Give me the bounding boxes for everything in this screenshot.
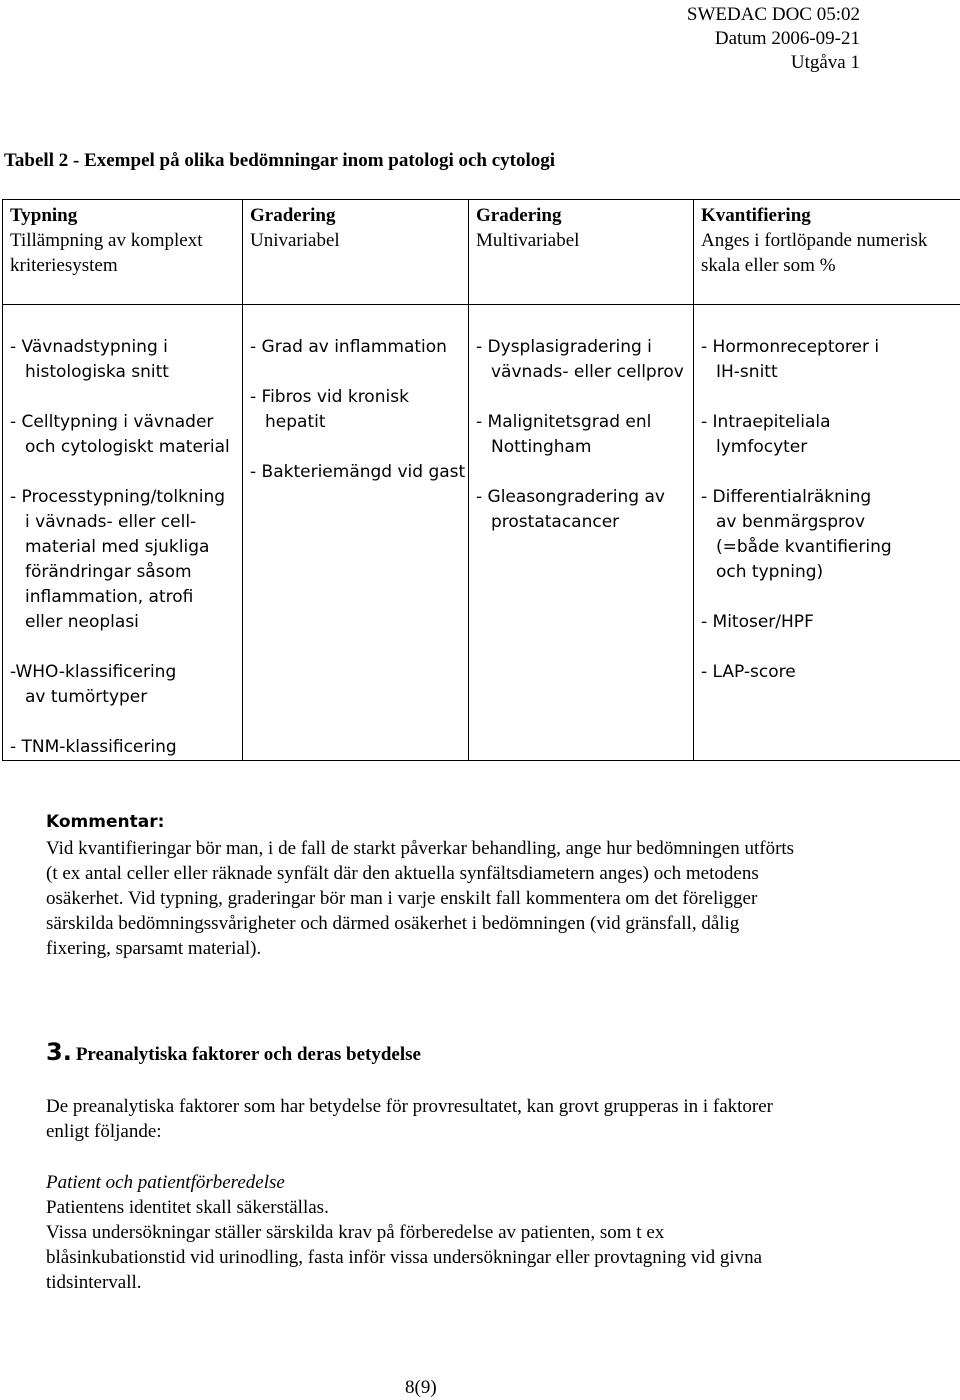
comment-label: Kommentar: [46, 810, 926, 835]
paragraph: Patientens identitet skall säkerställas. [46, 1195, 762, 1220]
cell-typning-examples [3, 305, 243, 761]
list-item: - Gleasongradering av prostatacancer [476, 485, 693, 535]
list-item: - Vävnadstypning i histologiska snitt [10, 335, 242, 385]
section-intro: De preanalytiska faktorer som har betydelse för provresultatet, kan grovt grupperas in i faktorer enligt följande: [46, 1094, 773, 1144]
list-item: - Hormonreceptorer i IH-snitt [701, 335, 960, 385]
list-item: - Malignitetsgrad enl Nottingham [476, 410, 693, 460]
section-heading [46, 1040, 421, 1067]
list-item: - Mitoser/HPF [701, 610, 960, 635]
header-cell-gradering-multivariabel [469, 200, 694, 305]
header-cell-gradering-univariabel [243, 200, 469, 305]
column-title: Gradering [476, 203, 693, 228]
list-item: - Differentialräkning av benmärgsprov (=både kvantifiering och typning) [701, 485, 960, 585]
table-caption: Tabell 2 - Exempel på olika bedömningar inom patologi och cytologi [4, 148, 555, 173]
section-title: Preanalytiska faktorer och deras betydelse [76, 1044, 421, 1065]
section-number: 3. [46, 1038, 72, 1066]
cell-univariabel-examples [243, 305, 469, 761]
subsection-heading: Patient och patientförberedelse [46, 1170, 762, 1195]
list-item: - Celltypning i vävnader och cytologiskt material [10, 410, 242, 460]
list-item: -WHO-klassificering av tumörtyper [10, 660, 242, 710]
doc-id: SWEDAC DOC 05:02 [687, 3, 860, 27]
doc-edition: Utgåva 1 [687, 51, 860, 75]
header-cell-typning [3, 200, 243, 305]
column-title: Typning [10, 203, 242, 228]
column-subtitle: Anges i fortlöpande numerisk skala eller som % [701, 228, 960, 278]
list-item: - Processtypning/tolkning i vävnads- eller cell- material med sjukliga förändringar såsom inflammation, atrofi eller neoplasi [10, 485, 242, 635]
list-item: - LAP-score [701, 660, 960, 685]
list-item: - Dysplasigradering i vävnads- eller cellprov [476, 335, 693, 385]
list-item: - Fibros vid kronisk hepatit [250, 385, 468, 435]
header-cell-kvantifiering [694, 200, 960, 305]
list-item: - Bakteriemängd vid gast [250, 460, 468, 485]
doc-date: Datum 2006-09-21 [687, 27, 860, 51]
column-title: Kvantifiering [701, 203, 960, 228]
list-item: - TNM-klassificering [10, 735, 242, 760]
column-subtitle: Tillämpning av komplext kriteriesystem [10, 228, 242, 278]
document-header [687, 3, 860, 75]
comment-text: Vid kvantifieringar bör man, i de fall de starkt påverkar behandling, ange hur bedömningen utförts (t ex antal celler eller räknade synfält där den aktuella synfältsdiametern anges) och metodens osäkerhet. Vid typning, graderingar bör man i varje enskilt fall kommentera om det föreligger särskilda bedömningssvårigheter och därmed osäkerhet i bedömningen (vid gränsfall, dålig fixering, sparsamt material). [46, 836, 926, 961]
column-title: Gradering [250, 203, 468, 228]
patient-subsection [46, 1170, 762, 1295]
column-subtitle: Univariabel [250, 228, 468, 253]
list-item: - Grad av inflammation [250, 335, 468, 360]
paragraph: Vissa undersökningar ställer särskilda krav på förberedelse av patienten, som t ex blåsinkubationstid vid urinodling, fasta inför vissa undersökningar eller provtagning vid givna tidsintervall. [46, 1220, 762, 1295]
cell-kvantifiering-examples [694, 305, 960, 761]
table-header-row [3, 200, 960, 305]
table-body-row [3, 305, 960, 761]
assessment-table [2, 199, 960, 761]
list-item: - Intraepiteliala lymfocyter [701, 410, 960, 460]
cell-multivariabel-examples [469, 305, 694, 761]
page-number: 8(9) [405, 1375, 437, 1400]
column-subtitle: Multivariabel [476, 228, 693, 253]
comment-block [46, 810, 926, 961]
